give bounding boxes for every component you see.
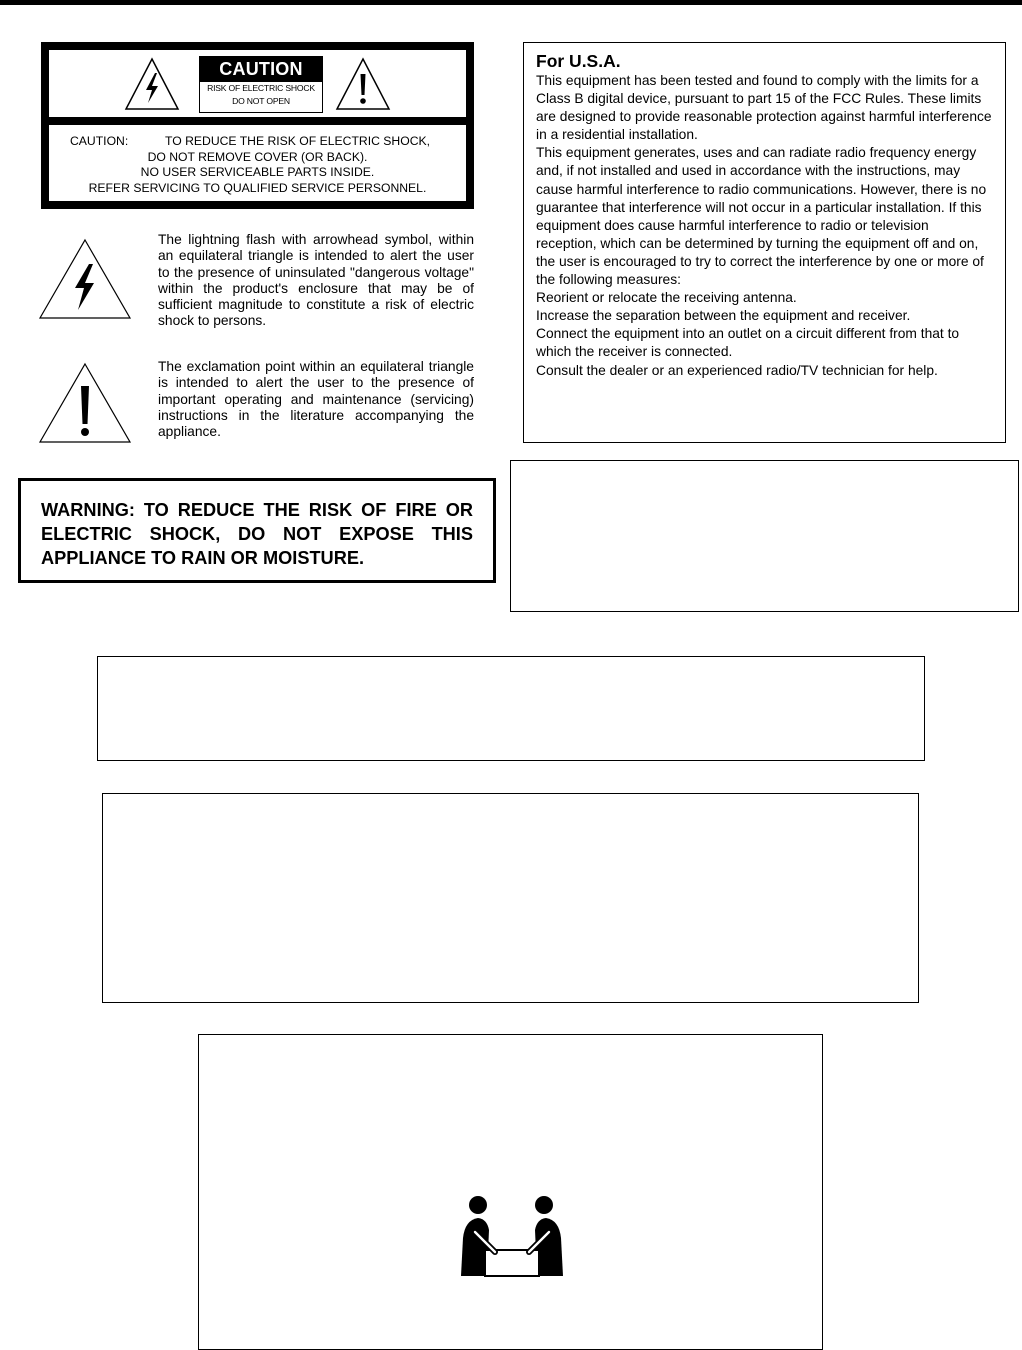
caution-title: CAUTION [200,57,322,82]
fcc-measure: Consult the dealer or an experienced radio/TV technician for help. [536,362,938,378]
warning-box [18,478,496,583]
blank-notice-box [510,460,1019,612]
caution-sub-line2: DO NOT OPEN [232,96,290,106]
caution-notice-label: CAUTION: [70,134,129,148]
fcc-title: For U.S.A. [536,51,621,71]
caution-notice [49,125,466,201]
lifting-notice-box [198,1034,823,1350]
top-rule [0,0,1022,5]
lightning-triangle-icon [38,238,132,320]
lightning-triangle-icon [124,57,180,111]
fcc-para2: This equipment generates, uses and can radiate radio frequency energy and, if not installed and used in accordance with the instructions, may cause harmful interference to radio communications. However, there is no guarantee that interference will not occur in a particular installation. If this equipment does cause harmful interference to radio or television reception, which can be determined by turning the equipment off and on, the user is encouraged to try to correct the interference by one or more of the following measures: [536,145,987,288]
caution-title-box [199,56,323,113]
caution-notice-line1: TO REDUCE THE RISK OF ELECTRIC SHOCK, [165,134,431,148]
exclamation-triangle-icon [335,57,391,111]
caution-sub-line1: RISK OF ELECTRIC SHOCK [207,83,315,93]
fcc-notice [523,42,1006,443]
exclamation-symbol-text: The exclamation point within an equilateral triangle is intended to alert the user to the presence of important operating and maintenance (servicing) instructions in the literature accompanying the appliance. [158,359,474,440]
fcc-measure: Increase the separation between the equipment and receiver. [536,308,911,324]
caution-label-top [49,50,466,117]
warning-text: WARNING: TO REDUCE THE RISK OF FIRE OR ELECTRIC SHOCK, DO NOT EXPOSE THIS APPLIANCE TO RAIN OR MOISTURE. [41,500,473,568]
two-person-lift-icon [453,1194,571,1278]
caution-label [41,42,474,209]
caution-notice-line2: DO NOT REMOVE COVER (OR BACK). [147,149,368,164]
fcc-measure: Connect the equipment into an outlet on a circuit different from that to which the receiver is connected. [536,326,960,360]
lightning-symbol-text: The lightning flash with arrowhead symbol, within an equilateral triangle is intended to alert the user to the presence of uninsulated "dangerous voltage" within the product's enclosure that may be of sufficient magnitude to constitute a risk of electric shock to persons. [158,232,474,329]
blank-notice-box [102,793,919,1003]
fcc-measure: Reorient or relocate the receiving antenna. [536,290,797,306]
exclamation-triangle-icon [38,362,132,444]
fcc-para1: This equipment has been tested and found to comply with the limits for a Class B digital device, pursuant to part 15 of the FCC Rules. These limits are designed to provide reasonable protection against harmful interference in a residential installation. [536,73,992,143]
caution-notice-line3: NO USER SERVICEABLE PARTS INSIDE. [140,165,375,179]
blank-notice-box [97,656,925,761]
caution-notice-line4: REFER SERVICING TO QUALIFIED SERVICE PERSONNEL. [88,180,427,195]
